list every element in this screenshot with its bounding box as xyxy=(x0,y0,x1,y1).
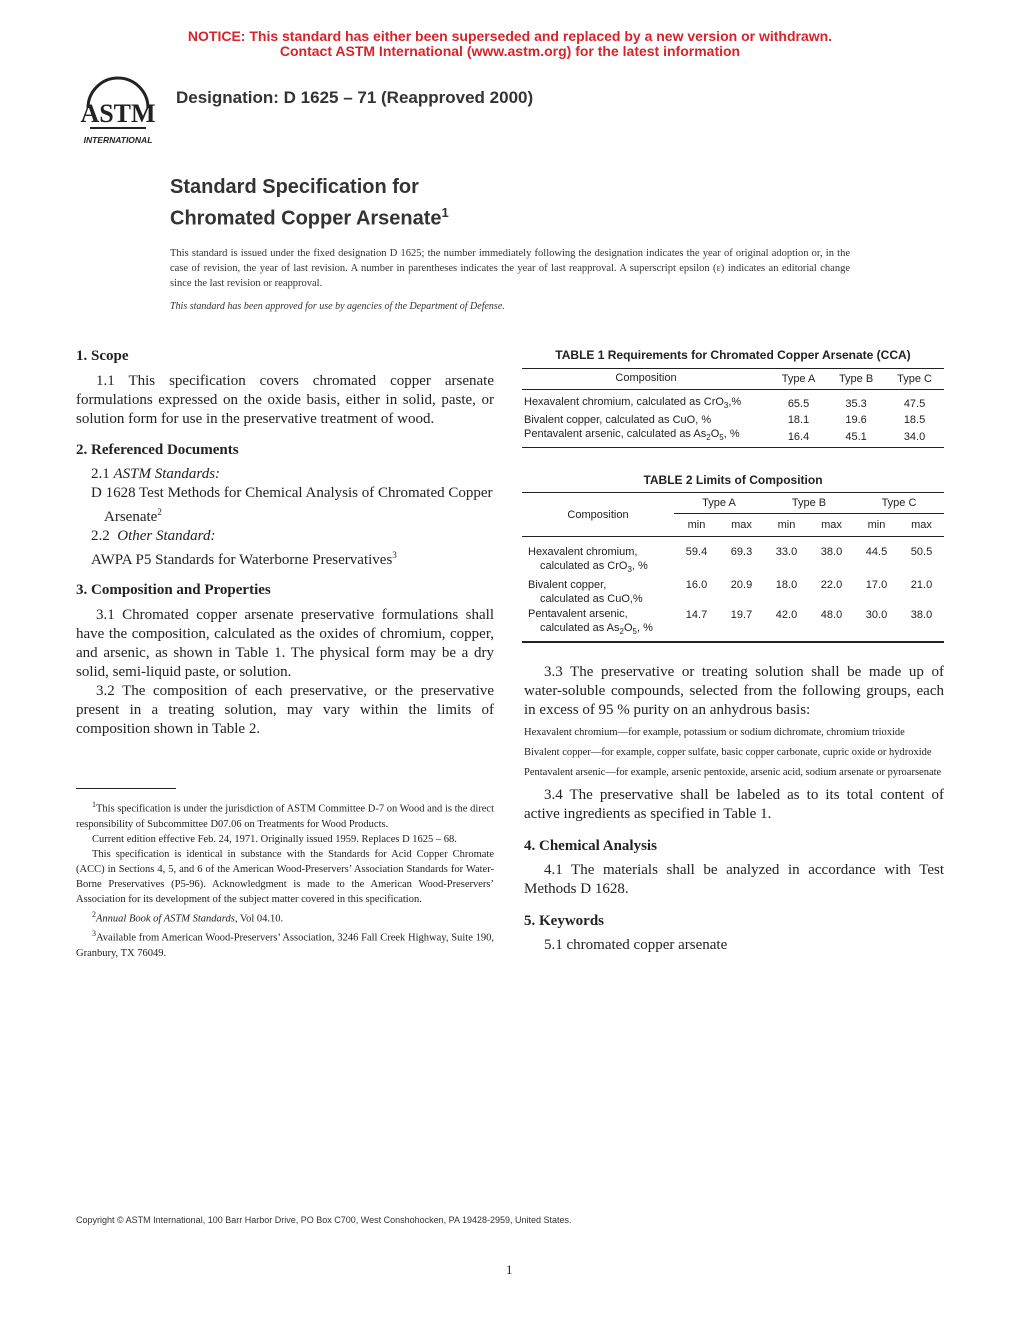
table1-row1-sub: 3 xyxy=(723,401,729,411)
group-hexavalent: Hexavalent chromium—for example, potassium or sodium dichromate, chromium trioxide xyxy=(524,727,905,738)
table1-row2-c: 18.5 xyxy=(903,414,926,427)
table2-row2-v3: 22.0 xyxy=(820,579,843,592)
table-row xyxy=(522,607,944,642)
table2-row3-l1: Pentavalent arsenic, xyxy=(528,608,628,621)
title-footnote-ref: 1 xyxy=(441,205,449,220)
table1-row3-a: 16.4 xyxy=(787,431,810,444)
table-row xyxy=(522,427,944,448)
logo-letters: ASTM xyxy=(80,99,156,128)
table1-row2-b: 19.6 xyxy=(845,414,867,427)
notice-line-1: NOTICE: This standard has either been superseded and replaced by a new version or withdrawn. xyxy=(187,28,833,44)
table1-header-type-a: Type A xyxy=(781,373,816,385)
section-1-heading: 1. Scope xyxy=(76,348,129,364)
table-row xyxy=(522,537,944,578)
table1-row1-label: Hexavalent chromium, calculated as CrO xyxy=(524,396,724,408)
table2-row3-v2: 42.0 xyxy=(775,609,798,622)
table2-row1-l1: Hexavalent chromium, xyxy=(528,546,638,558)
table1-row2-a: 18.1 xyxy=(787,414,810,427)
table2-row1-v1: 69.3 xyxy=(730,546,753,558)
table2-row3-sub2: 5 xyxy=(632,627,637,637)
para-2-1-label: ASTM Standards: xyxy=(113,466,221,482)
table1-header-type-b: Type B xyxy=(838,373,874,385)
table2-row2-l2: calculated as CuO,% xyxy=(540,593,643,606)
page-title xyxy=(170,174,449,232)
group-bivalent: Bivalent copper—for example, copper sulfate, basic copper carbonate, cupric oxide or hydroxide xyxy=(524,747,932,758)
ref-awpa-sup: 3 xyxy=(392,550,397,560)
ref-d1628-sup: 2 xyxy=(157,507,162,517)
title-line-2: Chromated Copper Arsenate xyxy=(170,207,442,230)
table1-row3-tail: , % xyxy=(723,428,740,441)
table1-row3-b: 45.1 xyxy=(845,431,867,444)
table-row xyxy=(522,577,944,607)
table1-row3-c: 34.0 xyxy=(903,431,926,444)
astm-logo xyxy=(78,74,160,148)
para-2-2-label: Other Standard: xyxy=(117,528,216,544)
table2 xyxy=(522,492,944,643)
fn3: Available from American Wood-Preservers’ Association, 3246 Fall Creek Highway, Suite 190, Granbury, TX 76049. xyxy=(76,932,494,959)
table2-caption: TABLE 2 Limits of Composition xyxy=(643,473,823,487)
section-2-heading: 2. Referenced Documents xyxy=(76,442,239,458)
table1-row3-mid: O xyxy=(710,428,720,441)
compound-groups xyxy=(524,725,944,780)
table1-row1-b: 35.3 xyxy=(845,398,867,411)
table2-header-type-c: Type C xyxy=(854,493,944,514)
group-pentavalent: Pentavalent arsenic—for example, arsenic pentoxide, arsenic acid, sodium arsenate or pyroarsenate xyxy=(524,767,942,778)
table2-row2-v1: 20.9 xyxy=(730,579,753,592)
ref-awpa: AWPA P5 Standards for Waterborne Preservatives xyxy=(91,552,393,568)
section-3-heading: 3. Composition and Properties xyxy=(76,582,271,598)
para-4-1: 4.1 The materials shall be analyzed in accordance with Test Methods D 1628. xyxy=(524,862,944,897)
para-3-3: 3.3 The preservative or treating solution shall be made up of water-soluble compounds, selected from the following groups, each in excess of 95 % purity on an anhydrous basis: xyxy=(524,664,944,718)
table2-row3-l2: calculated as As xyxy=(540,622,620,635)
table2-row2-v2: 18.0 xyxy=(775,579,798,592)
copyright: Copyright © ASTM International, 100 Barr Harbor Drive, PO Box C700, West Conshohocken, PA 19428-2959, United States. xyxy=(76,1215,572,1225)
table2-row1-v0: 59.4 xyxy=(685,546,708,558)
table2-max-b: max xyxy=(821,519,842,531)
section-4-heading: 4. Chemical Analysis xyxy=(524,838,657,854)
table2-row2-v0: 16.0 xyxy=(685,579,708,592)
fn1-identical: This specification is identical in substance with the Standards for Acid Copper Chromate (ACC) in Sections 4, 5, and 6 of the American Wood-Preservers’ Association Standards for Water-Borne Preservatives (P5-96). Acknowledgment is made to the American Wood-Preservers’ Association for its development of the subject matter covered in this specification. xyxy=(76,848,494,905)
table1-row3-label: Pentavalent arsenic, calculated as As xyxy=(524,428,707,441)
table2-row2-l1: Bivalent copper, xyxy=(528,579,607,592)
fn1: This specification is under the jurisdiction of ASTM Committee D-7 on Wood and is the direct responsibility of Subcommittee D07.06 on Treatments for Wood Products. xyxy=(76,803,494,830)
logo-org: INTERNATIONAL xyxy=(83,135,153,145)
table1-row3-sub2: 5 xyxy=(719,433,724,443)
para-1-1: 1.1 This specification covers chromated copper arsenate formulations expressed on the oxide basis, either in solid, paste, or solution form for use in the preservative treatment of wood. xyxy=(76,373,494,427)
para-3-2: 3.2 The composition of each preservative, or the preservative present in a treating solution, may vary within the limits of composition shown in Table 2. xyxy=(76,683,494,737)
table2-header-composition: Composition xyxy=(522,493,674,537)
table2-row3-sub: 2 xyxy=(619,627,624,637)
ref-d1628: D 1628 Test Methods for Chemical Analysis of Chromated Copper Arsenate xyxy=(91,485,493,525)
table2-min-b: min xyxy=(777,519,796,531)
table2-row1-l3: , % xyxy=(631,560,648,572)
defense-note: This standard has been approved for use by agencies of the Department of Defense. xyxy=(170,301,505,312)
footnotes xyxy=(76,797,494,961)
table2-row3-v0: 14.7 xyxy=(685,609,708,622)
table2-row1-l2: calculated as CrO xyxy=(540,560,628,572)
table1 xyxy=(522,368,944,448)
table1-row1-a: 65.5 xyxy=(787,398,810,411)
table1-header-composition: Composition xyxy=(615,372,677,384)
para-5-1: 5.1 chromated copper arsenate xyxy=(544,937,728,953)
table2-min-c: min xyxy=(867,519,886,531)
fn1-edition: Current edition effective Feb. 24, 1971. Originally issued 1959. Replaces D 1625 – 68. xyxy=(92,833,457,845)
table2-row1-v4: 44.5 xyxy=(865,546,888,558)
table2-row3-v4: 30.0 xyxy=(865,609,888,622)
table1-caption: TABLE 1 Requirements for Chromated Copper Arsenate (CCA) xyxy=(555,348,911,362)
table2-row3-l3: , % xyxy=(636,622,653,635)
table1-row1-c: 47.5 xyxy=(903,398,926,411)
table2-row3-v1: 19.7 xyxy=(730,609,753,622)
table2-header-type-b: Type B xyxy=(764,493,854,514)
table2-min-a: min xyxy=(687,519,706,531)
para-2-2-num: 2.2 xyxy=(91,528,110,544)
table2-row1-sub: 3 xyxy=(627,565,632,575)
title-line-1: Standard Specification for xyxy=(170,176,419,198)
fn1-sup: 1 xyxy=(92,800,96,809)
designation: Designation: D 1625 – 71 (Reapproved 2000) xyxy=(176,88,534,107)
table1-header-type-c: Type C xyxy=(897,373,932,385)
table-row xyxy=(522,390,944,414)
table2-row2-v5: 21.0 xyxy=(910,579,933,592)
table2-row2-v4: 17.0 xyxy=(865,579,888,592)
table2-max-c: max xyxy=(911,519,932,531)
table2-row1-v2: 33.0 xyxy=(775,546,798,558)
table-row xyxy=(522,413,944,427)
intro-text: This standard is issued under the fixed designation D 1625; the number immediately following the designation indicates the year of original adoption or, in the case of revision, the year of last revision. A number in parentheses indicates the year of last reapproval. A superscript epsilon (ε) indicates an editorial change since the last revision or reapproval. xyxy=(170,248,850,289)
fn2: Annual Book of ASTM Standards xyxy=(96,913,235,924)
fn3-sup: 3 xyxy=(92,929,96,938)
table1-row3-sub: 2 xyxy=(706,433,711,443)
para-3-1: 3.1 Chromated copper arsenate preservative formulations shall have the composition, calculated as the oxides of chromium, copper, and arsenic, as shown in Table 1. The physical form may be a dry solid, semi-liquid paste, or solution. xyxy=(76,607,494,680)
table1-row2-label: Bivalent copper, calculated as CuO, % xyxy=(524,414,712,427)
table2-row1-v5: 50.5 xyxy=(910,546,933,558)
table2-row1-v3: 38.0 xyxy=(820,546,843,558)
table2-max-a: max xyxy=(731,519,752,531)
table2-header-type-a: Type A xyxy=(674,493,764,514)
fn2-sup: 2 xyxy=(92,909,96,919)
table1-row1-tail: ,% xyxy=(728,396,742,408)
fn2-vol: , Vol 04.10. xyxy=(234,913,284,924)
astm-logo-mark xyxy=(78,74,160,148)
footnote-rule xyxy=(76,788,176,789)
para-3-4: 3.4 The preservative shall be labeled as to its total content of active ingredients as specified in Table 1. xyxy=(524,787,944,822)
para-2-1-num: 2.1 xyxy=(91,466,110,482)
page-number: 1 xyxy=(506,1262,513,1277)
table2-row3-mid: O xyxy=(623,622,633,635)
right-column xyxy=(524,663,944,955)
notice-line-2: Contact ASTM International (www.astm.org) for the latest information xyxy=(279,43,741,59)
section-5-heading: 5. Keywords xyxy=(524,913,604,929)
table2-row3-v3: 48.0 xyxy=(820,609,843,622)
table2-row3-v5: 38.0 xyxy=(910,609,933,622)
left-column xyxy=(76,347,494,739)
